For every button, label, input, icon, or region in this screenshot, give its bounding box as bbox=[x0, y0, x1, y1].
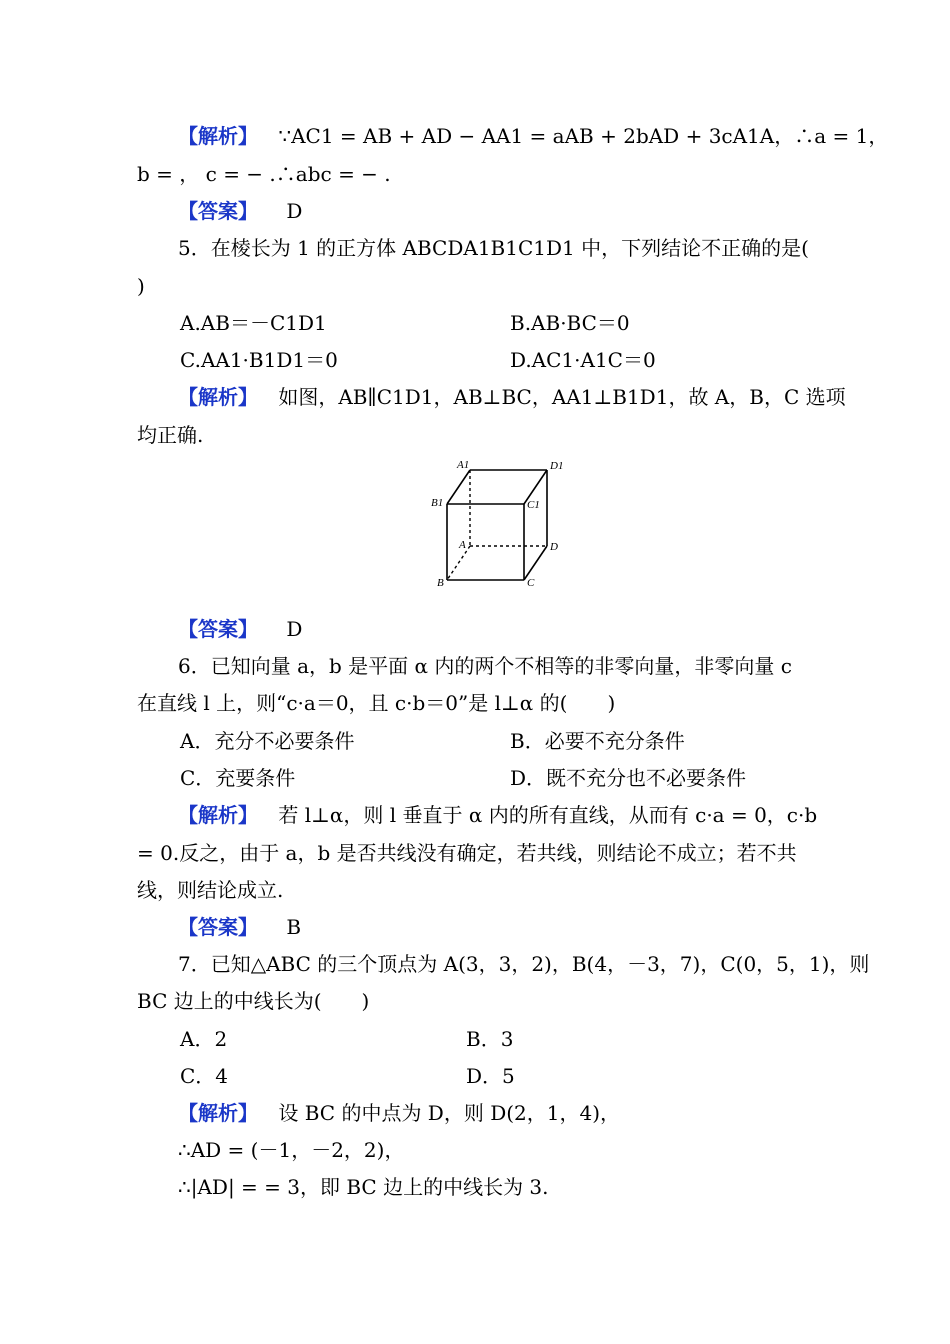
q5-analysis-text1: 如图，AB∥C1D1，AB⊥BC，AA1⊥B1D1，故 A，B，C 选项 bbox=[278, 385, 846, 409]
q7-analysis-line2: ∴AD = (－1，－2，2)， bbox=[178, 1138, 405, 1162]
q4-answer-line bbox=[178, 197, 302, 225]
q6-stem-line2: 在直线 l 上，则“c·a＝0，且 c·b＝0”是 l⊥α 的( ) bbox=[137, 691, 616, 715]
q7-option-a: A．2 bbox=[180, 1027, 228, 1051]
label-d1: D1 bbox=[550, 460, 564, 472]
label-a: A bbox=[459, 539, 466, 551]
q5-answer: D bbox=[286, 617, 303, 641]
q6-option-b: B．必要不充分条件 bbox=[510, 729, 685, 753]
q6-option-a: A．充分不必要条件 bbox=[180, 729, 355, 753]
analysis-tag: 【解析】 bbox=[178, 803, 258, 827]
q4-answer: D bbox=[286, 199, 303, 223]
q6-answer-line bbox=[178, 913, 301, 941]
answer-tag: 【答案】 bbox=[178, 199, 258, 223]
cube-figure bbox=[425, 456, 575, 591]
label-c: C bbox=[527, 577, 535, 589]
q4-analysis-text1: ∵AC1 = AB + AD − AA1 = aAB + 2bAD + 3cA1A，∴a = 1， bbox=[278, 124, 889, 148]
q4-analysis-line2: b = ， c = − .∴abc = − . bbox=[137, 162, 391, 186]
label-b: B bbox=[437, 577, 444, 589]
q6-answer: B bbox=[286, 915, 302, 939]
q5-answer-line bbox=[178, 615, 302, 643]
label-d: D bbox=[550, 541, 558, 553]
answer-tag: 【答案】 bbox=[178, 617, 258, 641]
q4-analysis-line1 bbox=[178, 122, 888, 150]
analysis-tag: 【解析】 bbox=[178, 124, 258, 148]
label-b1: B1 bbox=[431, 497, 444, 509]
q7-option-c: C．4 bbox=[180, 1064, 229, 1088]
q6-analysis-line2: = 0.反之，由于 a，b 是否共线没有确定，若共线，则结论不成立；若不共 bbox=[137, 841, 797, 865]
q5-option-a: A.AB＝－C1D1 bbox=[180, 311, 327, 335]
q5-analysis-line2: 均正确. bbox=[137, 423, 204, 447]
q7-analysis-line3: ∴|AD| = = 3，即 BC 边上的中线长为 3. bbox=[178, 1175, 549, 1199]
q5-option-d: D.AC1·A1C＝0 bbox=[510, 348, 656, 372]
answer-tag: 【答案】 bbox=[178, 915, 258, 939]
label-c1: C1 bbox=[527, 499, 540, 511]
q7-option-d: D．5 bbox=[466, 1064, 515, 1088]
q5-stem-line2: ) bbox=[137, 274, 145, 298]
q6-option-d: D．既不充分也不必要条件 bbox=[510, 766, 747, 790]
label-a1: A1 bbox=[457, 459, 470, 471]
q7-stem-line2: BC 边上的中线长为( ) bbox=[137, 989, 370, 1013]
q6-option-c: C．充要条件 bbox=[180, 766, 296, 790]
q6-analysis-line3: 线，则结论成立. bbox=[137, 878, 284, 902]
q5-option-b: B.AB·BC＝0 bbox=[510, 311, 630, 335]
q5-option-c: C.AA1·B1D1＝0 bbox=[180, 348, 338, 372]
q6-analysis-text1: 若 l⊥α，则 l 垂直于 α 内的所有直线，从而有 c·a = 0，c·b bbox=[278, 803, 818, 827]
q6-analysis-line1 bbox=[178, 801, 817, 829]
q5-analysis-line1 bbox=[178, 383, 846, 411]
q7-analysis-line1 bbox=[178, 1099, 620, 1127]
q5-stem-line1: 5．在棱长为 1 的正方体 ABCDA1B1C1D1 中，下列结论不正确的是( bbox=[178, 236, 809, 260]
q7-stem-line1: 7．已知△ABC 的三个顶点为 A(3，3，2)，B(4，－3，7)，C(0，5，1)，则 bbox=[178, 952, 870, 976]
q7-option-b: B．3 bbox=[466, 1027, 514, 1051]
q7-analysis-text1: 设 BC 的中点为 D，则 D(2，1，4)， bbox=[278, 1101, 621, 1125]
analysis-tag: 【解析】 bbox=[178, 385, 258, 409]
q6-stem-line1: 6．已知向量 a，b 是平面 α 内的两个不相等的非零向量，非零向量 c bbox=[178, 654, 792, 678]
analysis-tag: 【解析】 bbox=[178, 1101, 258, 1125]
